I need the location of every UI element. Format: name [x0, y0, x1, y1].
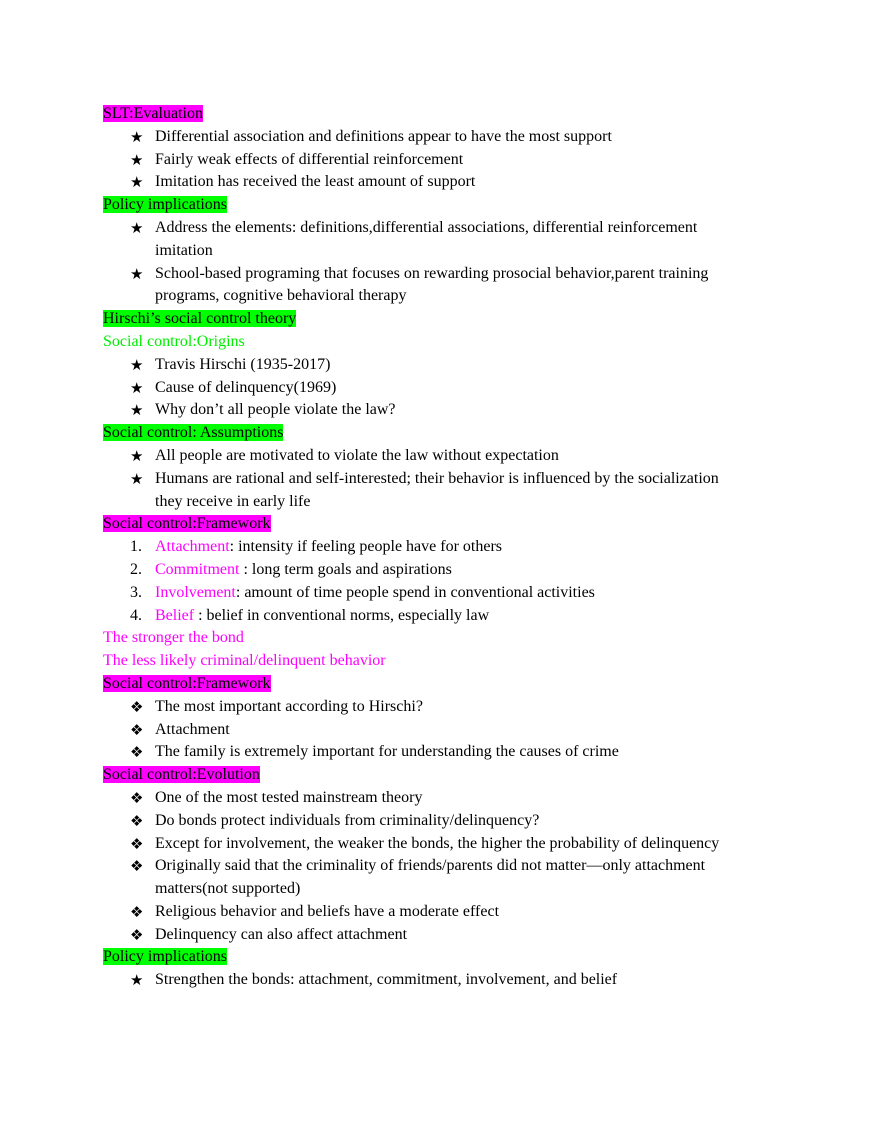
- list-item-text: School-based programing that focuses on rewarding prosocial behavior,parent training: [155, 264, 709, 282]
- list-item-text: Originally said that the criminality of friends/parents did not matter—only attachment: [155, 857, 706, 875]
- section-heading: Social control:Framework: [103, 515, 271, 533]
- section-heading-line: [103, 103, 783, 126]
- list-item-text: Strengthen the bonds: attachment, commitment, involvement, and belief: [155, 971, 618, 989]
- diamond-bullet-icon: ❖: [130, 720, 144, 739]
- star-bullet-icon: ★: [130, 150, 144, 169]
- list-item: [103, 741, 783, 764]
- list-item: [103, 855, 783, 901]
- term-label: Commitment: [155, 560, 244, 578]
- list-item-text: All people are motivated to violate the law without expectation: [155, 446, 559, 464]
- list-item-text: One of the most tested mainstream theory: [155, 788, 423, 806]
- section-heading-line: [103, 194, 783, 217]
- term-definition: : amount of time people spend in conventional activities: [235, 583, 595, 601]
- list-item-text: Why don’t all people violate the law?: [155, 401, 396, 419]
- section-heading: Policy implications: [103, 948, 227, 966]
- list-item: [103, 399, 783, 422]
- star-bullet-icon: ★: [130, 355, 144, 374]
- list-item: [103, 377, 783, 400]
- section-heading: Hirschi’s social control theory: [103, 310, 297, 328]
- list-item: [103, 696, 783, 719]
- term-label: Attachment: [155, 538, 230, 556]
- term-definition: : intensity if feeling people have for others: [229, 538, 502, 556]
- list-item: [103, 354, 783, 377]
- diamond-bullet-icon: ❖: [130, 697, 144, 716]
- numbered-item: [103, 582, 783, 605]
- list-item: [103, 126, 783, 149]
- numbered-item: [103, 559, 783, 582]
- diamond-bullet-icon: ❖: [130, 788, 144, 807]
- term-label: Belief: [155, 606, 199, 624]
- star-bullet-icon: ★: [130, 401, 144, 420]
- diamond-bullet-icon: ❖: [130, 743, 144, 762]
- section-heading-line: [103, 764, 783, 787]
- list-item-text: imitation: [155, 241, 213, 259]
- list-item: [103, 901, 783, 924]
- list-item-text: matters(not supported): [155, 880, 301, 898]
- term-label: Involvement: [155, 583, 236, 601]
- section-heading-line: [103, 627, 783, 650]
- list-item: [103, 171, 783, 194]
- star-bullet-icon: ★: [130, 971, 144, 990]
- section-heading: Social control:Evolution: [103, 766, 260, 784]
- list-item: [103, 833, 783, 856]
- list-item-text: Religious behavior and beliefs have a moderate effect: [155, 902, 500, 920]
- section-heading-line: [103, 650, 783, 673]
- star-bullet-icon: ★: [130, 469, 144, 488]
- list-item-text: Except for involvement, the weaker the bonds, the higher the probability of delinquency: [155, 834, 720, 852]
- numbered-item: [103, 605, 783, 628]
- list-item: [103, 924, 783, 947]
- item-number: 3.: [130, 583, 142, 601]
- document-content: [103, 103, 783, 992]
- diamond-bullet-icon: ❖: [130, 925, 144, 944]
- list-item: [103, 263, 783, 309]
- section-heading: Social control:Origins: [103, 332, 245, 350]
- list-item: [103, 969, 783, 992]
- list-item-text: Address the elements: definitions,differential associations, differential reinforcement: [155, 218, 698, 236]
- section-heading: Policy implications: [103, 196, 227, 214]
- star-bullet-icon: ★: [130, 173, 144, 192]
- section-heading: The less likely criminal/delinquent behavior: [103, 652, 386, 670]
- list-item: [103, 719, 783, 742]
- item-number: 4.: [130, 606, 142, 624]
- list-item: [103, 810, 783, 833]
- list-item-text: Humans are rational and self-interested; their behavior is influenced by the socialization: [155, 469, 719, 487]
- list-item-text: programs, cognitive behavioral therapy: [155, 287, 407, 305]
- list-item-text: Imitation has received the least amount of support: [155, 173, 476, 191]
- term-definition: : long term goals and aspirations: [243, 560, 452, 578]
- list-item-text: they receive in early life: [155, 492, 311, 510]
- list-item-text: The most important according to Hirschi?: [155, 697, 423, 715]
- list-item: [103, 149, 783, 172]
- list-item-text: Attachment: [155, 720, 230, 738]
- section-heading-line: [103, 673, 783, 696]
- section-heading-line: [103, 422, 783, 445]
- term-definition: : belief in conventional norms, especially law: [198, 606, 490, 624]
- list-item-text: Differential association and definitions appear to have the most support: [155, 127, 612, 145]
- diamond-bullet-icon: ❖: [130, 834, 144, 853]
- section-heading-line: [103, 331, 783, 354]
- numbered-item: [103, 536, 783, 559]
- section-heading: The stronger the bond: [103, 629, 244, 647]
- star-bullet-icon: ★: [130, 218, 144, 237]
- star-bullet-icon: ★: [130, 264, 144, 283]
- star-bullet-icon: ★: [130, 127, 144, 146]
- list-item-text: Fairly weak effects of differential reinforcement: [155, 150, 464, 168]
- list-item: [103, 468, 783, 514]
- list-item: [103, 787, 783, 810]
- section-heading-line: [103, 946, 783, 969]
- section-heading: Social control: Assumptions: [103, 424, 284, 442]
- list-item: [103, 217, 783, 263]
- diamond-bullet-icon: ❖: [130, 902, 144, 921]
- item-number: 1.: [130, 538, 142, 556]
- section-heading-line: [103, 308, 783, 331]
- list-item-text: Delinquency can also affect attachment: [155, 925, 408, 943]
- diamond-bullet-icon: ❖: [130, 811, 144, 830]
- list-item-text: The family is extremely important for understanding the causes of crime: [155, 743, 619, 761]
- list-item-text: Do bonds protect individuals from criminality/delinquency?: [155, 811, 540, 829]
- star-bullet-icon: ★: [130, 378, 144, 397]
- star-bullet-icon: ★: [130, 446, 144, 465]
- list-item: [103, 445, 783, 468]
- list-item-text: Travis Hirschi (1935-2017): [155, 355, 331, 373]
- list-item-text: Cause of delinquency(1969): [155, 378, 337, 396]
- section-heading: Social control:Framework: [103, 674, 271, 692]
- section-heading-line: [103, 513, 783, 536]
- diamond-bullet-icon: ❖: [130, 857, 144, 876]
- item-number: 2.: [130, 560, 142, 578]
- section-heading: SLT:Evaluation: [103, 105, 203, 122]
